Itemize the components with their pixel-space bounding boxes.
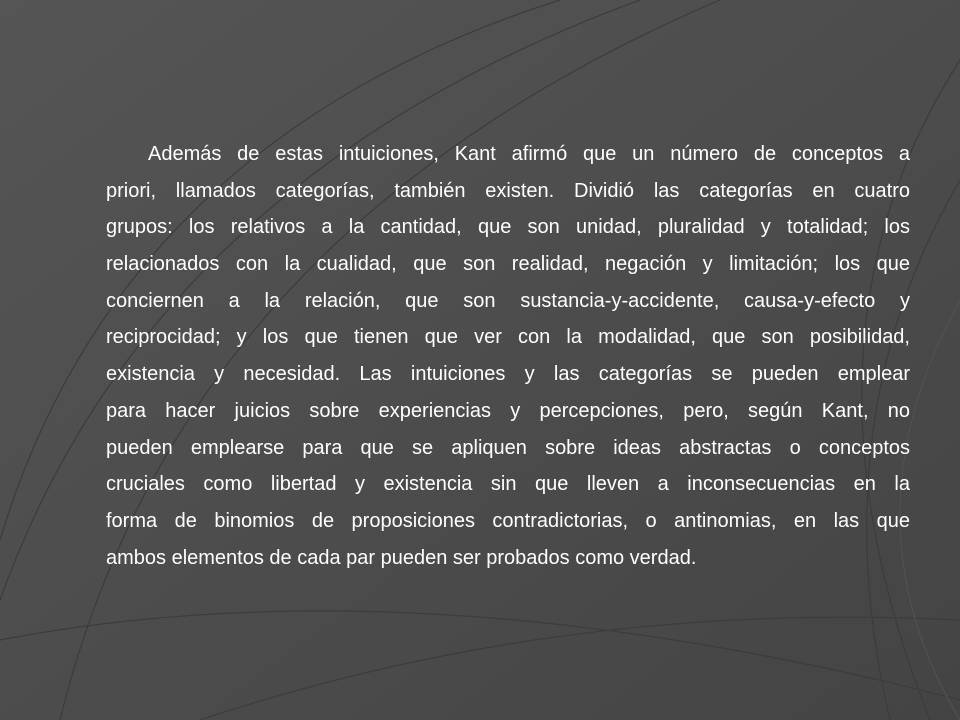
paragraph-line: forma de binomios de proposiciones contradictorias, o antinomias, en las que — [106, 509, 910, 532]
paragraph-line: reciprocidad; y los que tienen que ver con la modalidad, que son posibilidad, — [106, 326, 910, 349]
paragraph-line: priori, llamados categorías, también existen. Dividió las categorías en cuatro — [106, 179, 910, 202]
paragraph-line: conciernen a la relación, que son sustancia-y-accidente, causa-y-efecto y — [106, 289, 910, 312]
paragraph-line: relacionados con la cualidad, que son realidad, negación y limitación; los que — [106, 253, 910, 276]
slide-body-text — [106, 136, 910, 576]
paragraph-line: para hacer juicios sobre experiencias y percepciones, pero, según Kant, no — [106, 399, 910, 422]
paragraph-line: pueden emplearse para que se apliquen sobre ideas abstractas o conceptos — [106, 436, 910, 459]
paragraph-line: Además de estas intuiciones, Kant afirmó que un número de conceptos a — [148, 143, 910, 165]
paragraph-line: cruciales como libertad y existencia sin que lleven a inconsecuencias en la — [106, 473, 910, 496]
paragraph-line: existencia y necesidad. Las intuiciones y las categorías se pueden emplear — [106, 363, 910, 386]
paragraph-line: ambos elementos de cada par pueden ser probados como verdad. — [106, 546, 697, 569]
paragraph-line: grupos: los relativos a la cantidad, que son unidad, pluralidad y totalidad; los — [106, 216, 910, 239]
